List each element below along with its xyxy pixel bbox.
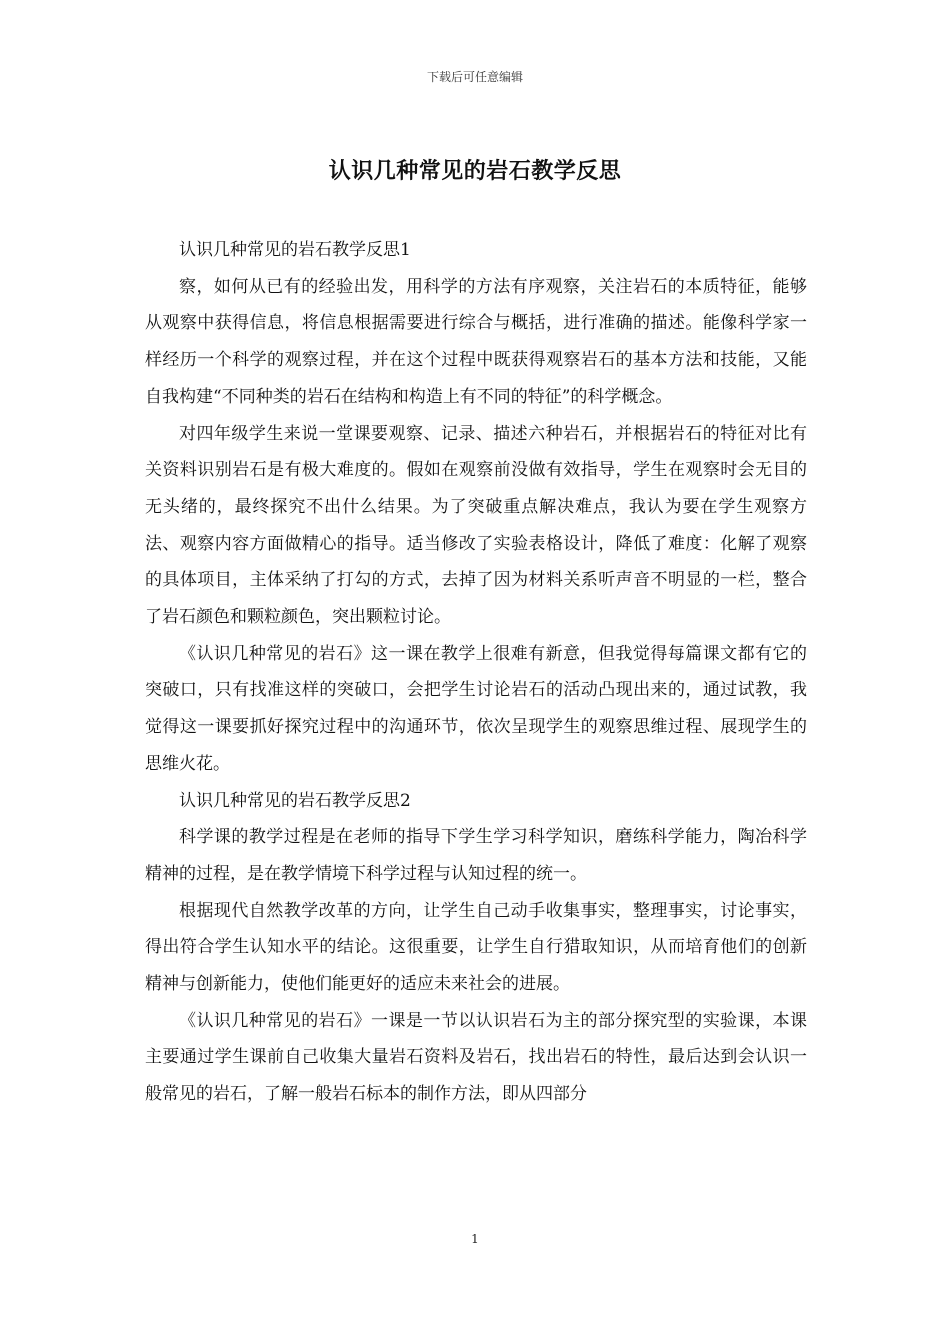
document-body	[145, 232, 807, 1113]
paragraph: 科学课的教学过程是在老师的指导下学生学习科学知识，磨练科学能力，陶冶科学精神的过程，是在教学情境下科学过程与认知过程的统一。	[145, 827, 807, 884]
document-title: 认识几种常见的岩石教学反思	[328, 158, 622, 184]
page-number: 1	[471, 1232, 479, 1246]
header-note: 下载后可任意编辑	[426, 70, 523, 84]
section-heading-1: 认识几种常见的岩石教学反思1	[179, 240, 411, 260]
paragraph: 对四年级学生来说一堂课要观察、记录、描述六种岩石，并根据岩石的特征对比有关资料识别岩石是有极大难度的。假如在观察前没做有效指导，学生在观察时会无目的无头绪的，最终探究不出什么结果。为了突破重点解决难点，我认为要在学生观察方法、观察内容方面做精心的指导。适当修改了实验表格设计，降低了难度：化解了观察的具体项目，主体采纳了打勾的方式，去掉了因为材料关系听声音不明显的一栏，整合了岩石颜色和颗粒颜色，突出颗粒讨论。	[145, 423, 807, 628]
paragraph: 根据现代自然教学改革的方向，让学生自己动手收集事实，整理事实，讨论事实，得出符合学生认知水平的结论。这很重要，让学生自行猎取知识，从而培育他们的创新精神与创新能力，使他们能更好的适应未来社会的进展。	[145, 900, 807, 995]
paragraph: 《认识几种常见的岩石》一课是一节以认识岩石为主的部分探究型的实验课，本课主要通过学生课前自己收集大量岩石资料及岩石，找出岩石的特性，最后达到会认识一般常见的岩石，了解一般岩石标本的制作方法，即从四部分	[145, 1010, 807, 1105]
paragraph: 察，如何从已有的经验出发，用科学的方法有序观察，关注岩石的本质特征，能够从观察中获得信息，将信息根据需要进行综合与概括，进行准确的描述。能像科学家一样经历一个科学的观察过程，并在这个过程中既获得观察岩石的基本方法和技能，又能自我构建“不同种类的岩石在结构和构造上有不同的特征”的科学概念。	[145, 276, 807, 407]
section-heading-2: 认识几种常见的岩石教学反思2	[179, 790, 411, 811]
paragraph: 《认识几种常见的岩石》这一课在教学上很难有新意，但我觉得每篇课文都有它的突破口，只有找准这样的突破口，会把学生讨论岩石的活动凸现出来的，通过试教，我觉得这一课要抓好探究过程中的沟通环节，依次呈现学生的观察思维过程、展现学生的思维火花。	[145, 643, 807, 774]
